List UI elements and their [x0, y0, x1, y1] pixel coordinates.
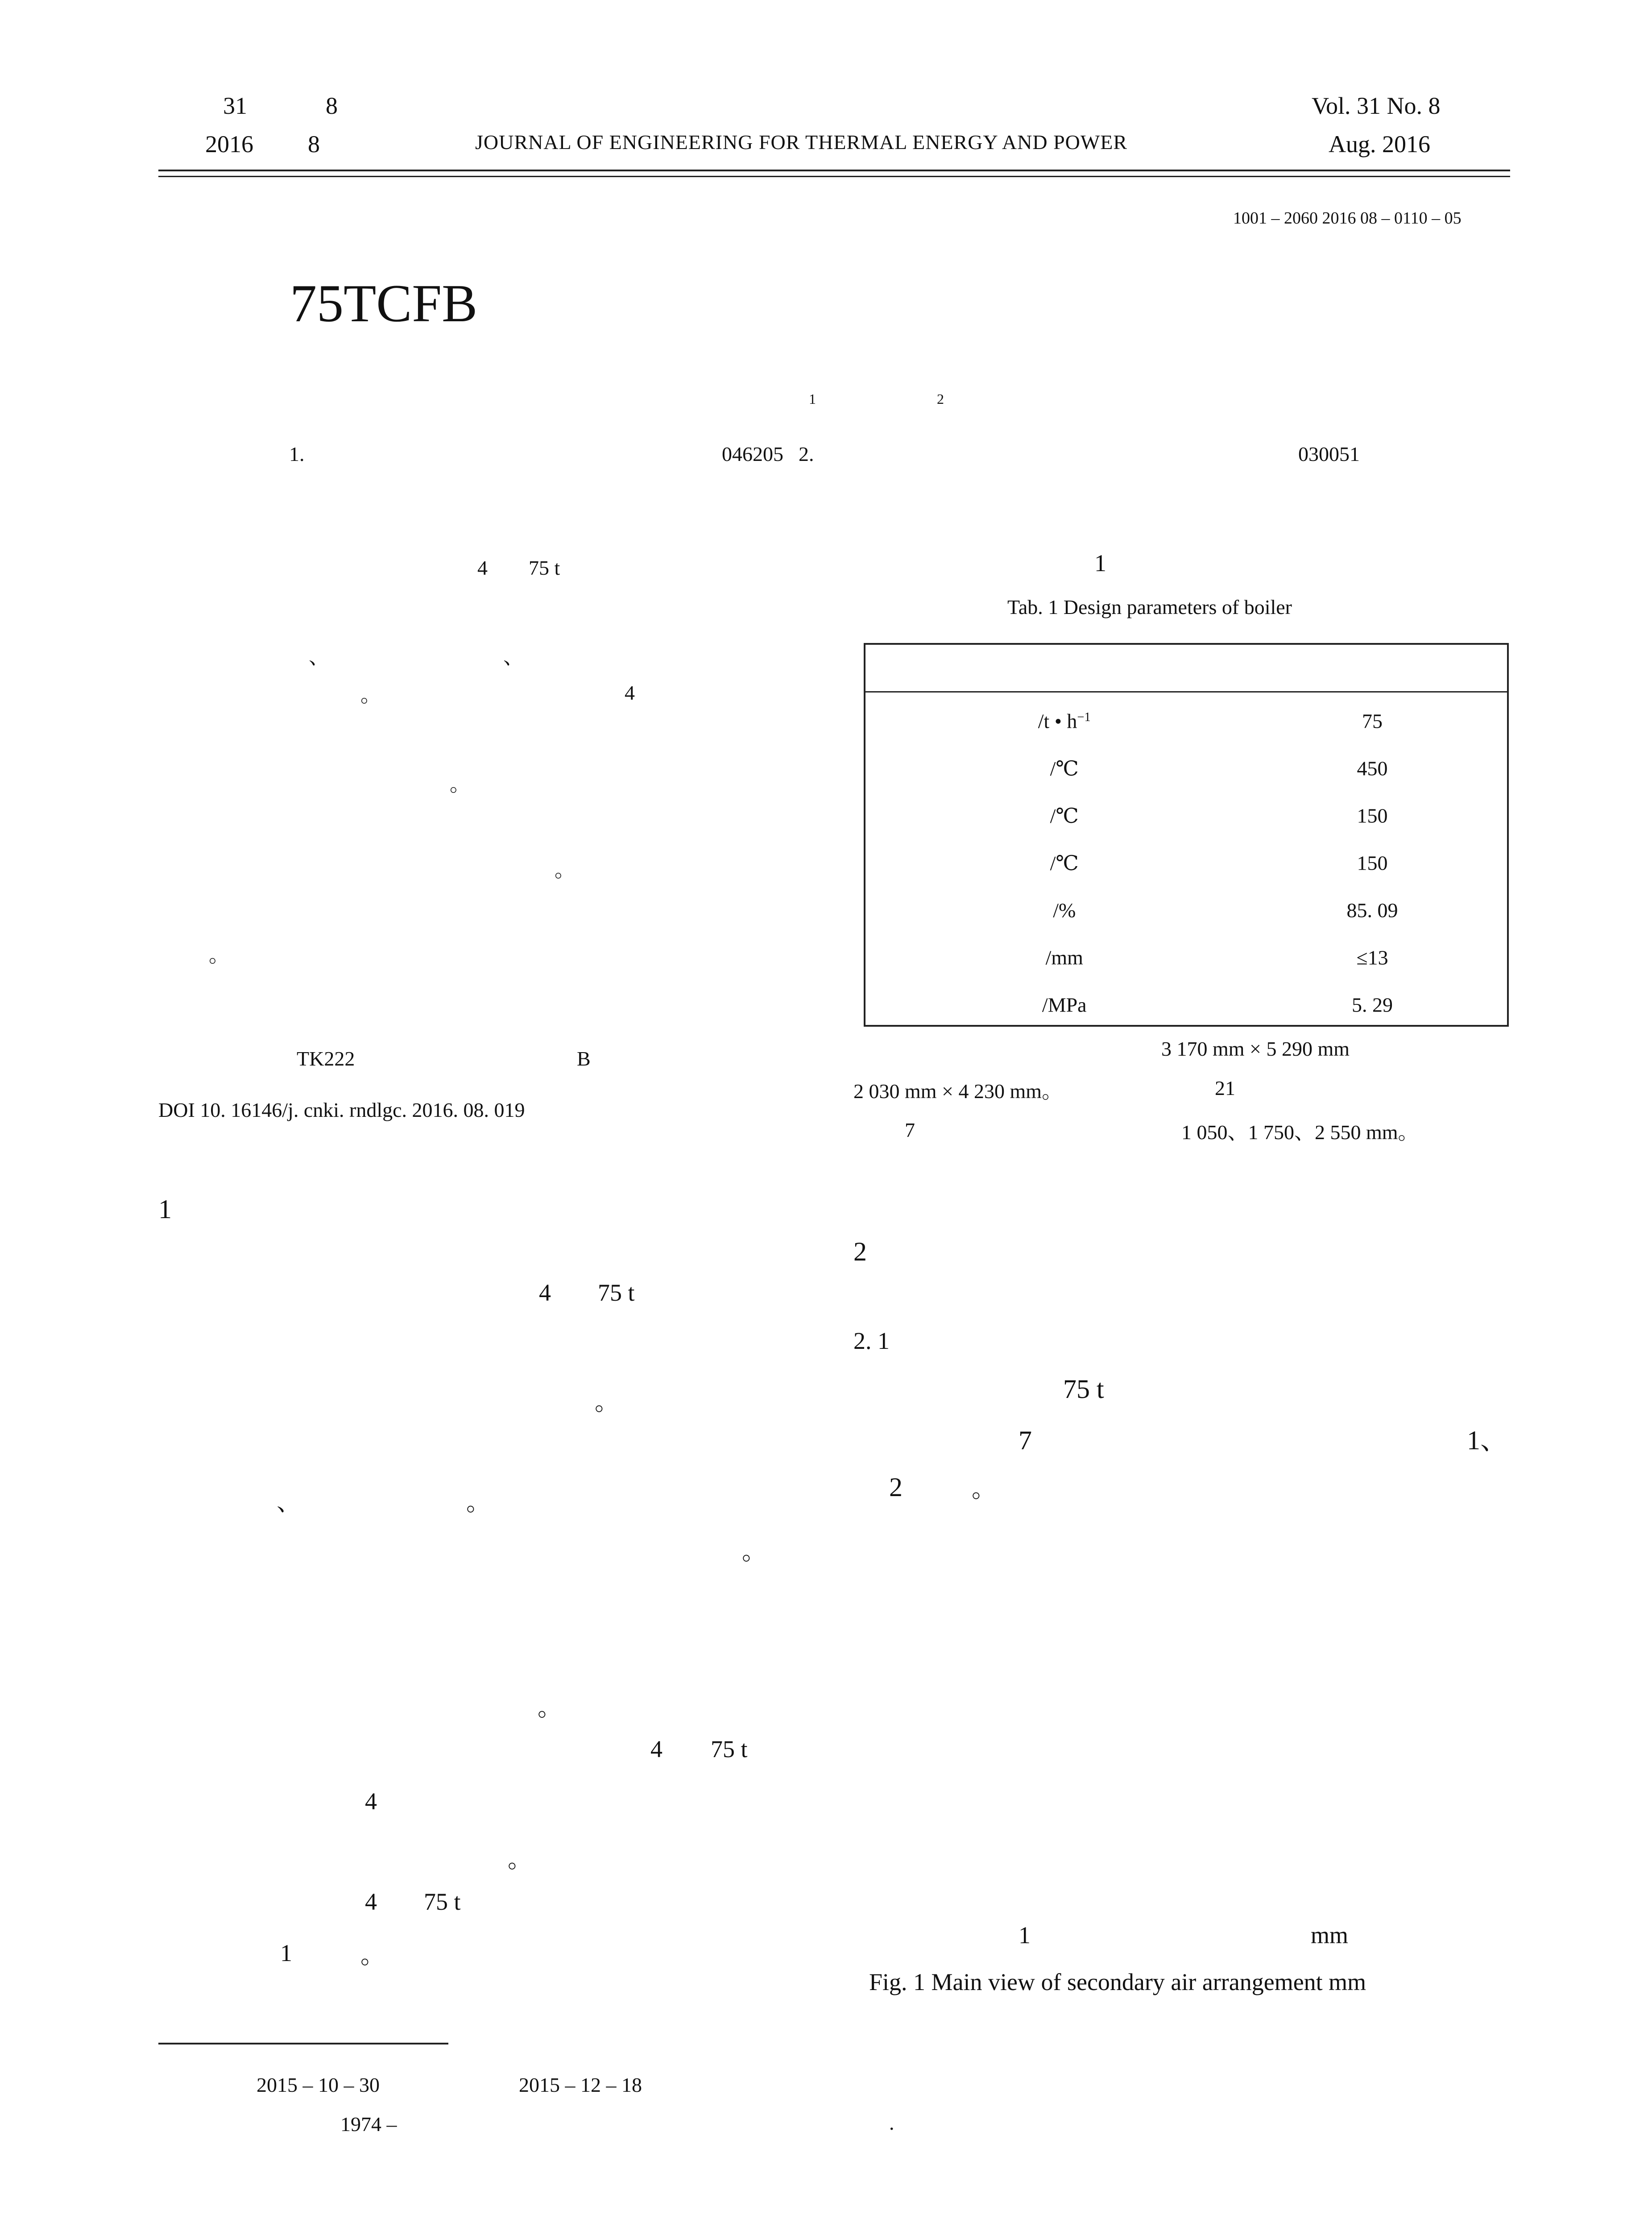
footnote-birth-year: 1974 – [340, 2113, 397, 2136]
table-row [865, 981, 1507, 1028]
section-1-p10-end: 。 [360, 1942, 385, 1969]
section-1-p1-unit: 75 t [598, 1279, 635, 1306]
section-2-p1-unit: 75 t [1063, 1374, 1104, 1404]
classification-number: TK222 [297, 1047, 355, 1070]
table-cell-value: 85. 09 [1346, 899, 1398, 922]
furnace-dimension-1: 3 170 mm × 5 290 mm [1161, 1037, 1350, 1060]
furnace-dimension-2: 2 030 mm × 4 230 mm。 [853, 1080, 1063, 1103]
abstract-line-2-mark-b: 、 [503, 646, 524, 668]
table-cell-unit [1038, 709, 1091, 733]
section-2-p3-number: 2 [889, 1472, 903, 1502]
layer-count: 7 [905, 1119, 915, 1141]
section-1-p2-end: 。 [595, 1389, 619, 1415]
footnote-received-date: 2015 – 10 – 30 [257, 2073, 380, 2096]
footnote-revised-date: 2015 – 12 – 18 [519, 2073, 642, 2096]
design-parameters-table [864, 643, 1509, 1027]
abstract-line-4-end: 。 [450, 773, 470, 796]
section-1-p8-end: 。 [508, 1846, 532, 1873]
nozzle-count: 21 [1215, 1077, 1235, 1099]
table-cell-value: 150 [1357, 804, 1388, 827]
table-1-caption: Tab. 1 Design parameters of boiler [1007, 596, 1292, 618]
article-number: 1001 – 2060 2016 08 – 0110 – 05 [1233, 209, 1462, 228]
header-date-en: Aug. 2016 [1329, 131, 1430, 158]
table-row [865, 934, 1507, 981]
footnote-rule [158, 2043, 448, 2044]
author-affiliation-mark-1: 1 [809, 391, 816, 407]
table-cell-unit [1046, 946, 1083, 970]
section-1-p9-number: 4 [365, 1888, 377, 1915]
header-issue-cn: 8 [326, 92, 338, 119]
table-cell-unit [1050, 756, 1079, 780]
table-row [865, 792, 1507, 839]
section-2-p2-number: 7 [1019, 1426, 1032, 1455]
section-2-heading: 2 [853, 1237, 867, 1266]
table-row [865, 887, 1507, 934]
section-1-p3-end: 。 [466, 1489, 490, 1516]
section-2-p2-figure-ref: 1、 [1467, 1426, 1507, 1455]
footnote-dot: . [889, 2111, 894, 2134]
section-1-p6-unit: 75 t [711, 1736, 748, 1762]
unit-superscript: −1 [1077, 710, 1091, 724]
header-journal-name: JOURNAL OF ENGINEERING FOR THERMAL ENERGY AND POWER [475, 131, 1128, 153]
section-1-p5-end: 。 [538, 1694, 562, 1721]
unit-text: /℃ [1050, 804, 1079, 827]
abstract-line-3-number: 4 [625, 681, 635, 704]
section-1-p3-mark: 、 [277, 1489, 301, 1516]
affiliation-1-postcode: 046205 [722, 443, 783, 465]
section-2-p3-end: 。 [972, 1476, 996, 1502]
section-1-p7-number: 4 [365, 1788, 377, 1815]
unit-text: /mm [1045, 946, 1083, 969]
subsection-2-1-heading: 2. 1 [853, 1327, 890, 1354]
figure-1-label: 1 [1019, 1922, 1031, 1949]
table-cell-unit [1042, 993, 1087, 1017]
header-volume-cn: 31 [223, 92, 247, 119]
doi: DOI 10. 16146/j. cnki. rndlgc. 2016. 08. 019 [158, 1099, 525, 1121]
affiliation-2-number: 2. [799, 443, 814, 465]
figure-1-unit: mm [1311, 1922, 1349, 1949]
table-cell-unit [1053, 899, 1076, 922]
header-year-cn: 2016 [205, 131, 253, 158]
nozzle-heights: 1 050、1 750、2 550 mm。 [1181, 1121, 1419, 1144]
figure-1-caption: Fig. 1 Main view of secondary air arrangement mm [869, 1969, 1366, 1995]
table-row [865, 697, 1507, 745]
header-month-cn: 8 [308, 131, 320, 158]
table-cell-value: 450 [1357, 757, 1388, 780]
table-cell-value: ≤13 [1356, 946, 1388, 969]
section-1-p10-number: 1 [280, 1940, 292, 1966]
table-cell-value: 5. 29 [1352, 993, 1393, 1016]
table-1-label: 1 [1094, 550, 1106, 576]
section-1-p6-number: 4 [650, 1736, 662, 1762]
section-1-p4-end: 。 [742, 1538, 766, 1565]
affiliation-2-postcode: 030051 [1298, 443, 1360, 465]
table-cell-unit [1050, 851, 1079, 875]
section-1-heading: 1 [158, 1194, 172, 1224]
abstract-line-5-end: 。 [555, 858, 575, 881]
author-affiliation-mark-2: 2 [937, 391, 944, 407]
table-row [865, 745, 1507, 792]
header-volume-en: Vol. 31 No. 8 [1312, 92, 1441, 119]
header-rule-bottom [158, 176, 1510, 177]
document-code: B [577, 1047, 591, 1070]
section-1-p9-unit: 75 t [424, 1888, 461, 1915]
abstract-line-6-end: 。 [209, 944, 229, 966]
unit-text: /℃ [1050, 757, 1079, 780]
table-row [865, 839, 1507, 887]
unit-text: /t • h [1038, 709, 1077, 733]
unit-text: /℃ [1050, 852, 1079, 875]
table-cell-value: 150 [1357, 851, 1388, 875]
abstract-line-2-mark-a: 、 [309, 646, 329, 668]
unit-text: /% [1053, 899, 1076, 922]
table-cell-unit [1050, 804, 1079, 828]
unit-text: /MPa [1042, 993, 1087, 1016]
abstract-line-1-unit: 75 t [529, 556, 560, 579]
table-cell-value: 75 [1362, 709, 1383, 733]
affiliation-1-number: 1. [289, 443, 305, 465]
table-header-rule [865, 691, 1507, 693]
abstract-line-3-end: 。 [360, 684, 381, 706]
abstract-line-1-number: 4 [477, 556, 488, 579]
header-rule-top [158, 170, 1510, 171]
section-1-p1-number: 4 [539, 1279, 551, 1306]
paper-title: 75TCFB [290, 274, 478, 333]
